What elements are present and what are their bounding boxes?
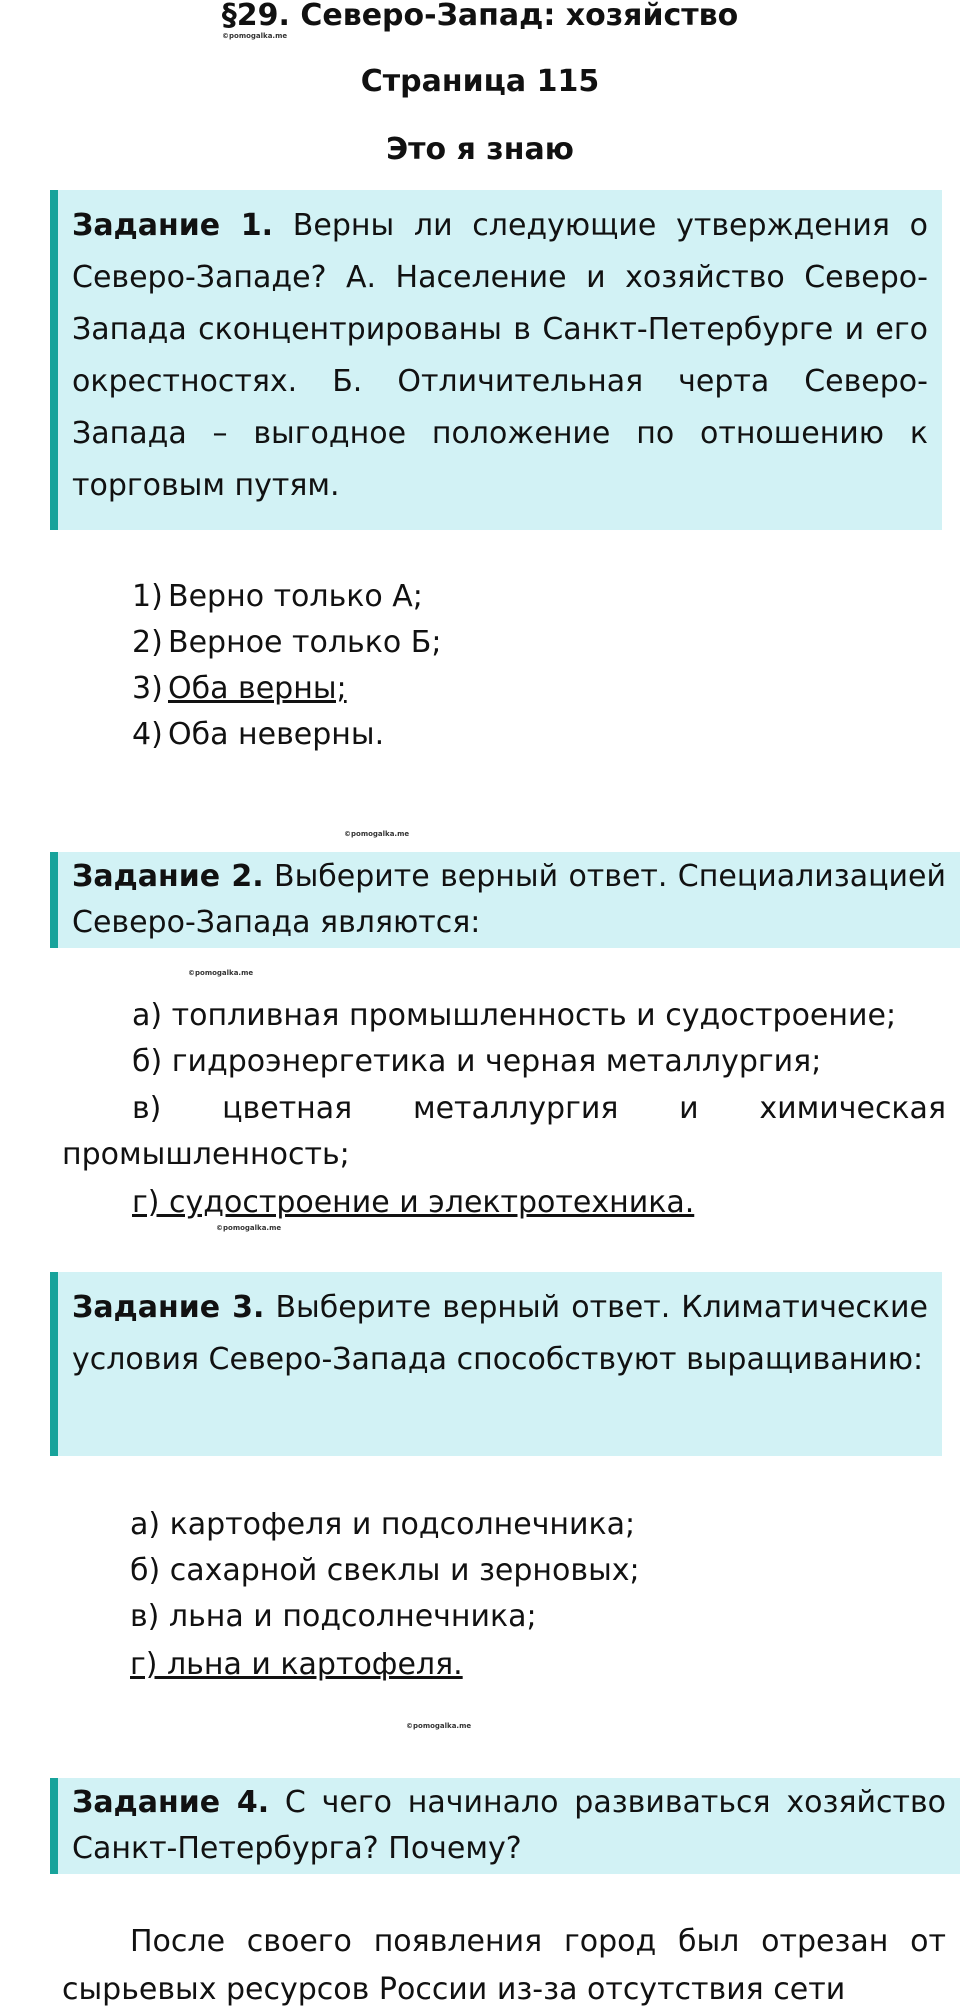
task-4-text: С чего начинало развиваться хозяйство Санкт-Петербурга? Почему? xyxy=(72,1785,946,1866)
task-2-option-d-correct: г) судостроение и электротехника. xyxy=(132,1185,695,1220)
task-2-option-c: в) цветная металлургия и химическая промышленность; xyxy=(62,1091,946,1172)
task-2-block xyxy=(50,852,960,948)
watermark: ©pomogalka.me xyxy=(406,1722,472,1730)
task-3-block xyxy=(50,1272,942,1456)
task-3-option-b: б) сахарной свеклы и зерновых; xyxy=(130,1553,640,1588)
task-1-option-2: 2) Верное только Б; xyxy=(132,625,442,660)
task-1-option-3-correct: 3) Оба верны; xyxy=(132,671,347,706)
task-1-label: Задание 1. xyxy=(72,208,274,243)
task-3-option-a: а) картофеля и подсолнечника; xyxy=(130,1507,636,1542)
task-3-label: Задание 3. xyxy=(72,1290,265,1325)
task-1-text: Верны ли следующие утверждения о Северо-Западе? А. Население и хозяйство Северо-Запада сконцентрированы в Санкт-Петербурге и его окрестностях. Б. Отличительная черта Северо-Запада – выгодное положение по отношению к торговым путям. xyxy=(72,208,928,503)
task-2-option-b: б) гидроэнергетика и черная металлургия; xyxy=(132,1044,822,1079)
task-2-text: Выберите верный ответ. Специализацией Северо-Запада являются: xyxy=(72,859,946,940)
task-4-answer: После своего появления город был отрезан от сырьевых ресурсов России из-за отсутствия сети xyxy=(62,1924,946,2007)
task-3-option-d-correct: г) льна и картофеля. xyxy=(130,1647,463,1682)
task-3-option-c: в) льна и подсолнечника; xyxy=(130,1599,537,1634)
page-number: Страница 115 xyxy=(360,64,600,99)
watermark: ©pomogalka.me xyxy=(216,1224,282,1232)
task-2-option-a: а) топливная промышленность и судостроение; xyxy=(132,998,897,1033)
section-title: Это я знаю xyxy=(386,132,574,167)
task-2-label: Задание 2. xyxy=(72,859,264,894)
task-1-option-4: 4) Оба неверны. xyxy=(132,717,385,752)
watermark: ©pomogalka.me xyxy=(344,830,410,838)
watermark: ©pomogalka.me xyxy=(222,32,288,40)
task-1-block xyxy=(50,190,942,530)
task-4-label: Задание 4. xyxy=(72,1785,270,1820)
watermark: ©pomogalka.me xyxy=(188,969,254,977)
page-title: §29. Северо-Запад: хозяйство xyxy=(221,0,739,33)
task-1-option-1: 1) Верно только А; xyxy=(132,579,423,614)
task-3-text: Выберите верный ответ. Климатические условия Северо-Запада способствуют выращиванию: xyxy=(72,1290,928,1377)
task-4-block xyxy=(50,1778,960,1874)
